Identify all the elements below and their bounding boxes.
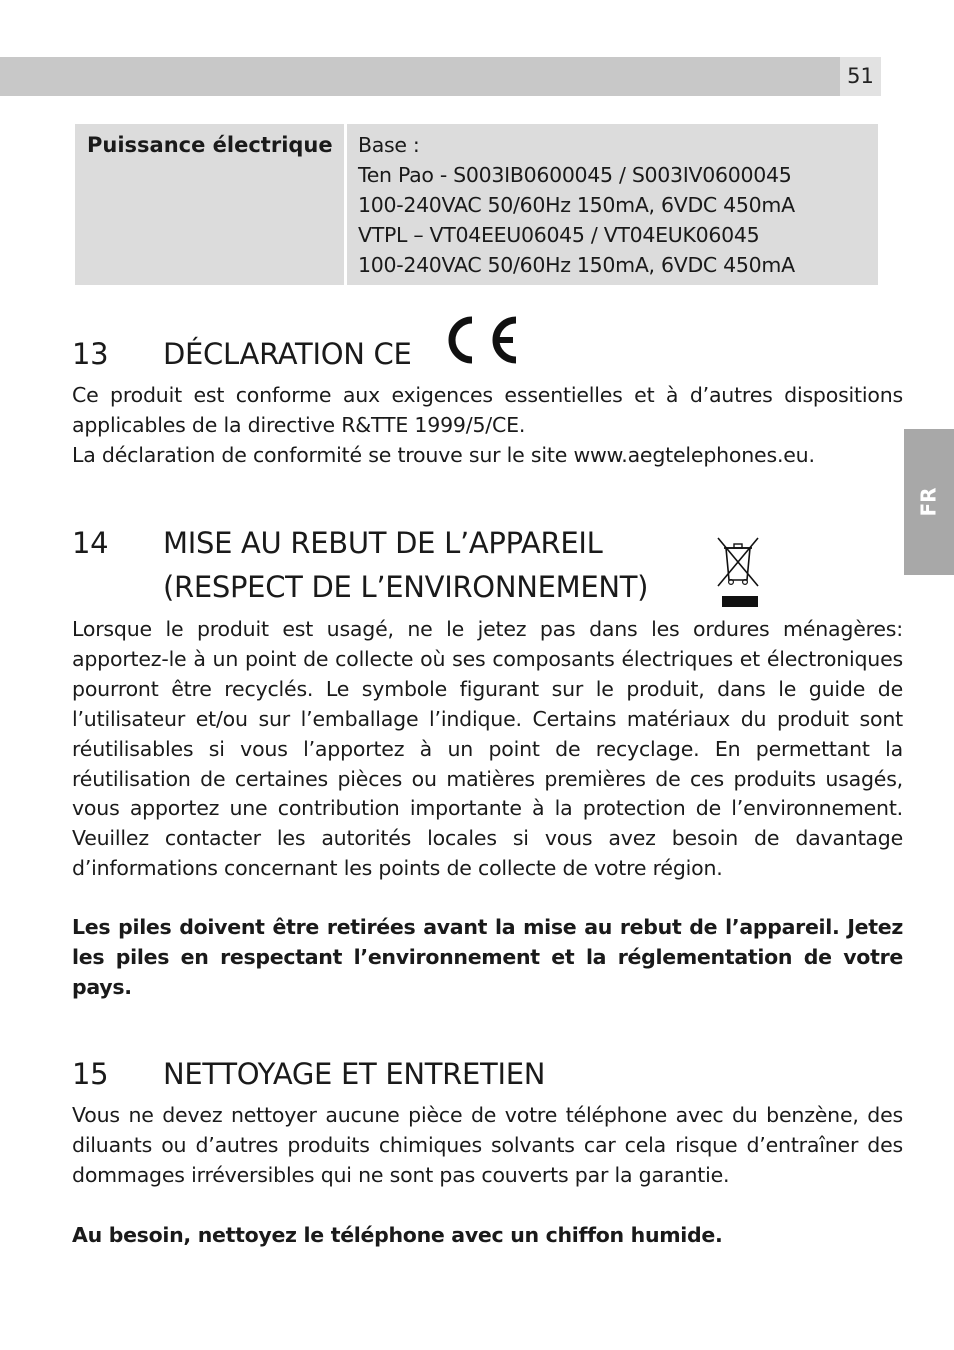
- spec-line: 100-240VAC 50/60Hz 150mA, 6VDC 450mA: [358, 193, 795, 217]
- spec-value: [347, 124, 878, 285]
- ce-mark-icon: [440, 312, 522, 368]
- language-tab-label: FR: [917, 487, 941, 517]
- section-14-title-line-1: MISE AU REBUT DE L’APPAREIL: [163, 526, 603, 560]
- spec-line: VTPL – VT04EEU06045 / VT04EUK06045: [358, 223, 760, 247]
- spec-line: Ten Pao - S003IB0600045 / S003IV0600045: [358, 163, 792, 187]
- header-bar: [0, 57, 840, 96]
- spec-label: Puissance électrique: [75, 124, 344, 285]
- section-14-title-line-2: (RESPECT DE L’ENVIRONNEMENT): [163, 570, 649, 604]
- section-14-paragraph: Lorsque le produit est usagé, ne le jetez pas dans les ordures ménagères: apportez-le à un point de collecte où ses composants électriques et électroniques pourront être recyclés. Le symbole figurant sur le produit, dans le guide de l’utilisateur et/ou sur l’emballage l’indique. Certains matériaux du produit sont réutilisables si vous l’apportez à un point de recyclage. En permettant la réutilisation de certaines pièces ou matières premières de ces produits usagés, vous apportez une contribution importante à la protection de l’environnement. Veuillez contacter les autorités locales si vous avez besoin de davantage d’informations concernant les points de collecte de votre région.: [72, 617, 903, 881]
- spec-line: 100-240VAC 50/60Hz 150mA, 6VDC 450mA: [358, 253, 795, 277]
- section-14-number: 14: [72, 526, 109, 560]
- section-15-title: NETTOYAGE ET ENTRETIEN: [163, 1057, 546, 1091]
- section-15-number: 15: [72, 1057, 109, 1091]
- crossed-out-bin-icon: [716, 536, 760, 608]
- page-number: 51: [840, 57, 881, 96]
- section-14-battery-warning: Les piles doivent être retirées avant la mise au rebut de l’appareil. Jetez les piles en respectant l’environnement et la réglementation de votre pays.: [72, 915, 903, 999]
- section-13-title: DÉCLARATION CE: [163, 337, 412, 371]
- section-15-paragraph: Vous ne devez nettoyer aucune pièce de votre téléphone avec du benzène, des diluants ou d’autres produits chimiques solvants car cela risque d’entraîner des dommages irréversibles qui ne sont pas couverts par la garantie.: [72, 1103, 903, 1187]
- language-tab: [904, 429, 954, 575]
- section-13-paragraph: Ce produit est conforme aux exigences essentielles et à d’autres dispositions applicables de la directive R&TTE 1999/5/CE.: [72, 383, 903, 437]
- spec-line: Base :: [358, 133, 420, 157]
- section-13-number: 13: [72, 337, 109, 371]
- section-13-website: La déclaration de conformité se trouve sur le site www.aegtelephones.eu.: [72, 443, 815, 467]
- section-15-note: Au besoin, nettoyez le téléphone avec un chiffon humide.: [72, 1223, 723, 1247]
- spec-table: [75, 124, 878, 285]
